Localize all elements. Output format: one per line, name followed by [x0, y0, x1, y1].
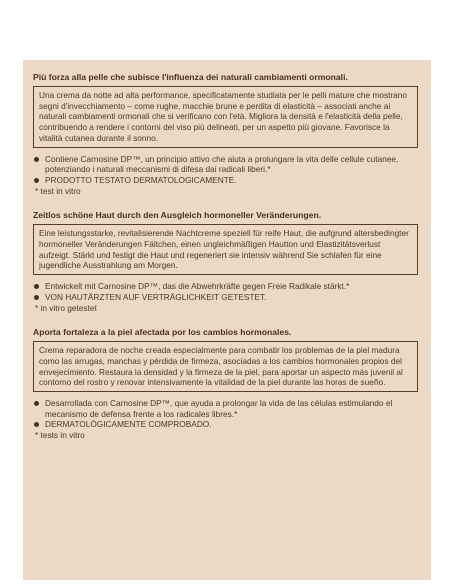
- section-spanish: [33, 327, 418, 441]
- section-heading: Aporta fortaleza a la piel afectada por los cambios hormonales.: [33, 327, 292, 338]
- bullet-text: PRODOTTO TESTATO DERMATOLOGICAMENTE.: [45, 174, 237, 185]
- bullet-item: [33, 175, 418, 186]
- section-italian: [33, 72, 418, 196]
- description-box: Eine leistungsstarke, revitalisierende Nachtcreme speziell für reife Haut, die aufgrund altersbedingter hormoneller Veränderungen Fältchen, einen ungleichmäßigen Hautton und Elastizitätsverlust aufzeigt. Stärkt und festigt die Haut und regeneriert sie intensiv während Sie schlafen für eine jugendliche Ausstrahlung am Morgen.: [33, 224, 418, 275]
- bullet-text: VON HAUTÄRZTEN AUF VERTRÄGLICHKEIT GETESTET.: [45, 291, 267, 302]
- bullet-text: Contiene Carnosine DP™, un principio attivo che aiuta a prolungare la vita delle cellule cutanee, potenziando i naturali meccanismi di difesa dai radicali liberi.*: [45, 153, 399, 175]
- bullet-item: [33, 292, 418, 303]
- description-box: Una crema da notte ad alta performance, specificatamente studiata per le pelli mature che mostrano segni d'invecchiamento – come rughe, macchie brune e perdita di elasticità – associati anche ai naturali cambiamenti ormonali che si verificano con l'età. Migliora la densità e l'elasticità della pelle, contribuendo a rendere i contorni del viso più delineati, per un aspetto più giovane. Favorisce la vitalità cutanea durante il sonno.: [33, 86, 418, 148]
- product-text: [33, 72, 418, 455]
- section-german: [33, 210, 418, 313]
- bullet-text: Desarrollada con Carnosine DP™, que ayuda a prolongar la vida de las células estimulando el mecanismo de defensa frente a los radicales libres.*: [45, 398, 393, 419]
- bullet-item: [33, 398, 418, 419]
- bullet-icon: [34, 422, 39, 427]
- bullet-list: [33, 398, 418, 430]
- bullet-item: [33, 281, 418, 292]
- section-heading: Zeitlos schöne Haut durch den Ausgleich hormoneller Veränderungen.: [33, 210, 322, 221]
- bullet-list: [33, 154, 418, 186]
- bullet-icon: [34, 401, 39, 406]
- bullet-icon: [34, 295, 39, 300]
- bullet-list: [33, 281, 418, 302]
- section-heading: Più forza alla pelle che subisce l'influenza dei naturali cambiamenti ormonali.: [33, 72, 348, 82]
- description-box: Crema reparadora de noche creada especialmente para combatir los problemas de la piel madura como las arrugas, manchas y pérdida de firmeza, asociadas a los cambios hormonales propios del envejecimiento. Restaura la densidad y la firmeza de la piel, para aportar un aspecto más juvenil al contorno del rostro y renovar intensivamente la vitalidad de la piel durante las horas de sueño.: [33, 341, 418, 392]
- bullet-item: [33, 419, 418, 430]
- footnote: * in vitro getestet: [35, 302, 97, 313]
- bullet-icon: [34, 157, 39, 162]
- bullet-text: Entwickelt mit Carnosine DP™, das die Abwehrkräfte gegen Freie Radikale stärkt.*: [45, 281, 350, 292]
- footnote: * test in vitro: [35, 185, 81, 196]
- footnote: * tests in vitro: [35, 430, 85, 441]
- bullet-text: DERMATOLÓGICAMENTE COMPROBADO.: [45, 419, 212, 430]
- bullet-item: [33, 154, 418, 175]
- bullet-icon: [34, 178, 39, 183]
- bullet-icon: [34, 284, 39, 289]
